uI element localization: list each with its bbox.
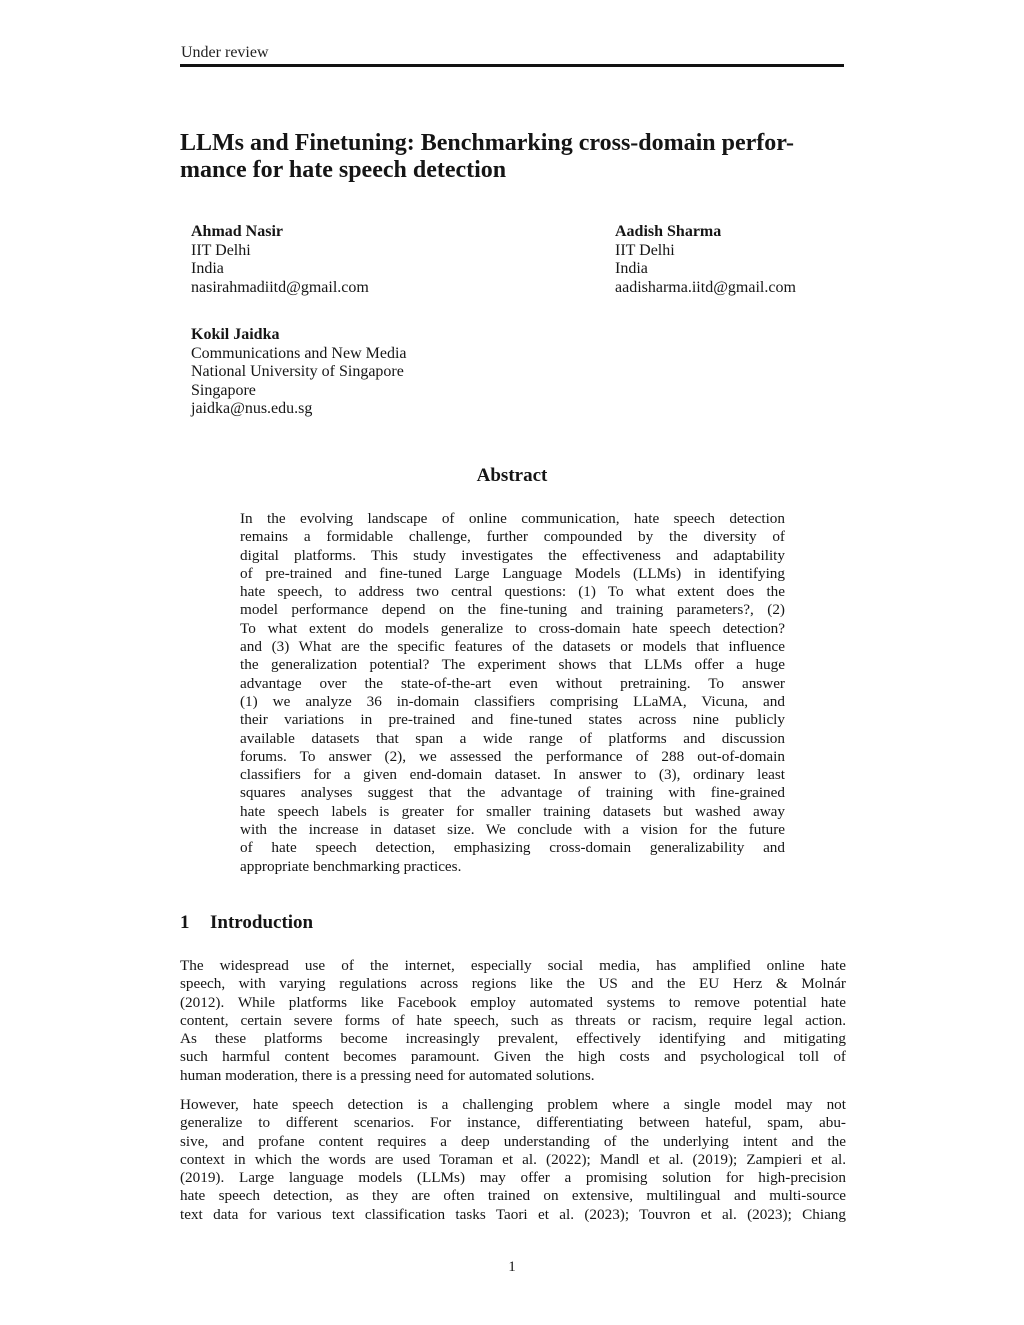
paragraph-line: generalize to different scenarios. For instance, differentiating between hateful, spam, abu- (180, 1114, 846, 1132)
author-block-ahmad-nasir (191, 223, 369, 297)
paragraph-line: human moderation, there is a pressing need for automated solutions. (180, 1066, 595, 1084)
abstract-line: of hate speech detection, emphasizing cross-domain generalizability and (240, 839, 785, 857)
abstract-line: advantage over the state-of-the-art even without pretraining. To answer (240, 674, 785, 692)
paragraph-line: However, hate speech detection is a challenging problem where a single model may not (180, 1096, 846, 1113)
running-header: Under review (181, 44, 269, 61)
author-country: India (615, 260, 648, 277)
author-email: nasirahmadiitd@gmail.com (191, 278, 369, 296)
author-name: Aadish Sharma (615, 223, 722, 240)
introduction-paragraph-1 (180, 957, 846, 1085)
author-country: India (191, 260, 224, 277)
abstract-line: (1) we analyze 36 in-domain classifiers comprising LLaMA, Vicuna, and (240, 692, 785, 710)
paragraph-line: such harmful content becomes paramount. Given the high costs and psychological toll of (180, 1048, 846, 1066)
header-rule (180, 64, 844, 67)
author-affiliation: IIT Delhi (191, 241, 251, 259)
abstract-line: model performance depend on the fine-tuning and training parameters?, (2) (240, 601, 785, 619)
paragraph-line: (2019). Large language models (LLMs) may offer a promising solution for high-precision (180, 1169, 846, 1187)
abstract-line: In the evolving landscape of online communication, hate speech detection (240, 510, 785, 527)
author-block-kokil-jaidka (191, 326, 407, 419)
paragraph-line: hate speech detection, as they are often trained on extensive, multilingual and multi-source (180, 1187, 846, 1205)
author-name: Kokil Jaidka (191, 326, 280, 343)
introduction-paragraph-2 (180, 1096, 846, 1224)
abstract-line: hate speech labels is greater for smaller training datasets but washed away (240, 802, 785, 820)
abstract-line: digital platforms. This study investigates the effectiveness and adaptability (240, 546, 785, 564)
abstract-line: remains a formidable challenge, further compounded by the diversity of (240, 528, 785, 546)
abstract-line: To what extent do models generalize to cross-domain hate speech detection? (240, 619, 785, 637)
paragraph-line: content, certain severe forms of hate speech, such as threats or racism, require legal action. (180, 1011, 846, 1029)
paragraph-line: text data for various text classification tasks Taori et al. (2023); Touvron et al. (2023); Chiang (180, 1205, 846, 1223)
paragraph-line: speech, with varying regulations across regions like the US and the EU Herz & Molnár (180, 975, 846, 993)
author-affiliation: National University of Singapore (191, 363, 404, 380)
abstract-line: appropriate benchmarking practices. (240, 857, 462, 875)
section-number: 1 (180, 912, 190, 933)
paragraph-line: sive, and profane content requires a deep understanding of the underlying intent and the (180, 1132, 846, 1150)
paragraph-line: As these platforms become increasingly prevalent, effectively identifying and mitigating (180, 1030, 846, 1048)
section-heading-introduction (180, 912, 313, 934)
abstract-line: with the increase in dataset size. We conclude with a vision for the future (240, 821, 785, 839)
abstract-line: available datasets that span a wide range of platforms and discussion (240, 729, 785, 747)
author-country: Singapore (191, 381, 256, 399)
page-number: 1 (508, 1259, 516, 1275)
abstract-text (240, 510, 785, 876)
abstract-line: their variations in pre-trained and fine-tuned states across nine publicly (240, 711, 785, 729)
paper-title (180, 130, 850, 184)
abstract-line: squares analyses suggest that the advantage of training with fine-grained (240, 784, 785, 802)
author-department: Communications and New Media (191, 344, 407, 362)
abstract-line: of pre-trained and fine-tuned Large Language Models (LLMs) in identifying (240, 564, 785, 582)
abstract-line: the generalization potential? The experiment shows that LLMs offer a huge (240, 656, 785, 674)
abstract-heading: Abstract (476, 465, 548, 486)
author-affiliation: IIT Delhi (615, 241, 675, 259)
author-block-aadish-sharma (615, 223, 796, 297)
author-email: jaidka@nus.edu.sg (191, 400, 313, 417)
paragraph-line: (2012). While platforms like Facebook employ automated systems to remove potential hate (180, 993, 846, 1011)
abstract-line: forums. To answer (2), we assessed the performance of 288 out-of-domain (240, 747, 785, 765)
section-title: Introduction (210, 912, 314, 933)
author-email: aadisharma.iitd@gmail.com (615, 278, 796, 296)
paragraph-line: context in which the words are used Toraman et al. (2022); Mandl et al. (2019); Zampieri et al. (180, 1150, 846, 1168)
paragraph-line: The widespread use of the internet, especially social media, has amplified online hate (180, 957, 846, 974)
abstract-line: classifiers for a given end-domain dataset. In answer to (3), ordinary least (240, 766, 785, 784)
title-line: mance for hate speech detection (180, 157, 507, 183)
title-line: LLMs and Finetuning: Benchmarking cross-domain perfor- (180, 130, 795, 156)
abstract-line: and (3) What are the specific features of the datasets or models that influence (240, 638, 785, 656)
abstract-line: hate speech, to address two central questions: (1) To what extent does the (240, 583, 785, 601)
author-name: Ahmad Nasir (191, 223, 284, 240)
